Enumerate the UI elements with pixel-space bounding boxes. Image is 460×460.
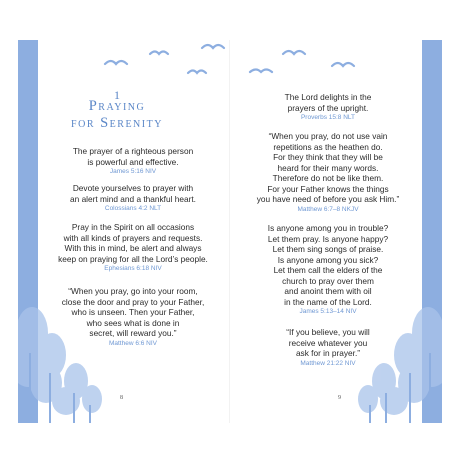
verse-reference: Ephesians 6:18 NIV [104, 265, 162, 272]
verse-line: With this in mind, be alert and always [64, 243, 202, 253]
chapter-title [22, 98, 212, 132]
verse-line: heard for their many words. [277, 162, 379, 173]
verse-block [42, 286, 224, 349]
verse-line: and anoint them with oil [284, 286, 372, 296]
bird-icon [188, 71, 206, 74]
chapter-title-line: Praying [88, 98, 146, 114]
bird-icon [105, 61, 127, 64]
right-page [230, 40, 442, 423]
left-page [18, 40, 230, 423]
verse-line: who is unseen. Then your Father, [71, 307, 195, 317]
verse-block [238, 223, 418, 317]
bird-icon [150, 52, 168, 55]
verse-line: church to pray over them [282, 275, 374, 286]
verse-line: Let them pray. Is anyone happy? [267, 233, 389, 244]
page-number: 8 [120, 395, 123, 401]
verse-line: Therefore do not be like them. [272, 173, 384, 183]
verse-reference: Colossians 4:2 NLT [104, 205, 162, 212]
verse-line: receive whatever you [288, 337, 368, 348]
verse-line: secret, will reward you.” [89, 328, 177, 338]
bird-icon [283, 51, 305, 54]
verse-block [42, 183, 224, 214]
verse-block [42, 146, 224, 177]
verse-line: Is anyone among you sick? [277, 254, 379, 265]
page-number: 9 [338, 395, 341, 401]
verse-line: “When you pray, do not use vain [268, 131, 388, 141]
verse-block [238, 92, 418, 123]
verse-line: Let them call the elders of the [273, 265, 383, 275]
verse-line: an alert mind and a thankful heart. [70, 193, 196, 204]
verse-line: keep on praying for all the Lord’s people. [58, 253, 208, 264]
verse-block [238, 327, 418, 369]
verse-reference: James 5:16 NIV [109, 168, 157, 175]
verse-line: For they think that they will be [273, 152, 383, 162]
verse-line: The prayer of a righteous person [72, 146, 194, 156]
verse-line: you have need of before you ask Him.” [256, 194, 400, 204]
verse-block [42, 222, 224, 274]
verse-line: ask for in prayer.” [295, 348, 361, 358]
verse-line: Pray in the Spirit on all occasions [71, 222, 195, 232]
chapter-title-line: for Serenity [71, 115, 163, 131]
verse-block [238, 131, 418, 215]
verse-line: repetitions as the heathen do. [273, 141, 383, 152]
verse-line: The Lord delights in the [284, 92, 372, 102]
verse-line: “When you pray, go into your room, [68, 286, 198, 296]
verse-line: with all kinds of prayers and requests. [63, 232, 203, 243]
verse-reference: Matthew 6:6 NIV [108, 339, 158, 347]
verse-line: For your Father knows the things [267, 183, 389, 194]
verse-reference: James 5:13–14 NIV [299, 308, 357, 315]
verse-line: in the name of the Lord. [284, 296, 372, 307]
chapter-number: 1 [114, 88, 120, 102]
bird-icon [202, 45, 224, 48]
verse-line: is powerful and effective. [87, 156, 179, 167]
verse-reference: Proverbs 15:8 NLT [300, 114, 356, 121]
verse-reference: Matthew 6:7–8 NKJV [297, 205, 359, 213]
verse-line: Devote yourselves to prayer with [72, 183, 194, 193]
bird-icon [332, 63, 354, 66]
flying-birds-icon [100, 40, 365, 80]
verse-line: Let them sing songs of praise. [272, 244, 384, 254]
bird-icon [250, 70, 272, 73]
verse-line: Is anyone among you in trouble? [267, 223, 389, 233]
verse-line: prayers of the upright. [287, 102, 369, 113]
verse-line: who sees what is done in [86, 317, 180, 328]
verse-line: “If you believe, you will [286, 327, 370, 337]
verse-line: close the door and pray to your Father, [61, 296, 205, 307]
verse-reference: Matthew 21:22 NIV [300, 359, 356, 367]
